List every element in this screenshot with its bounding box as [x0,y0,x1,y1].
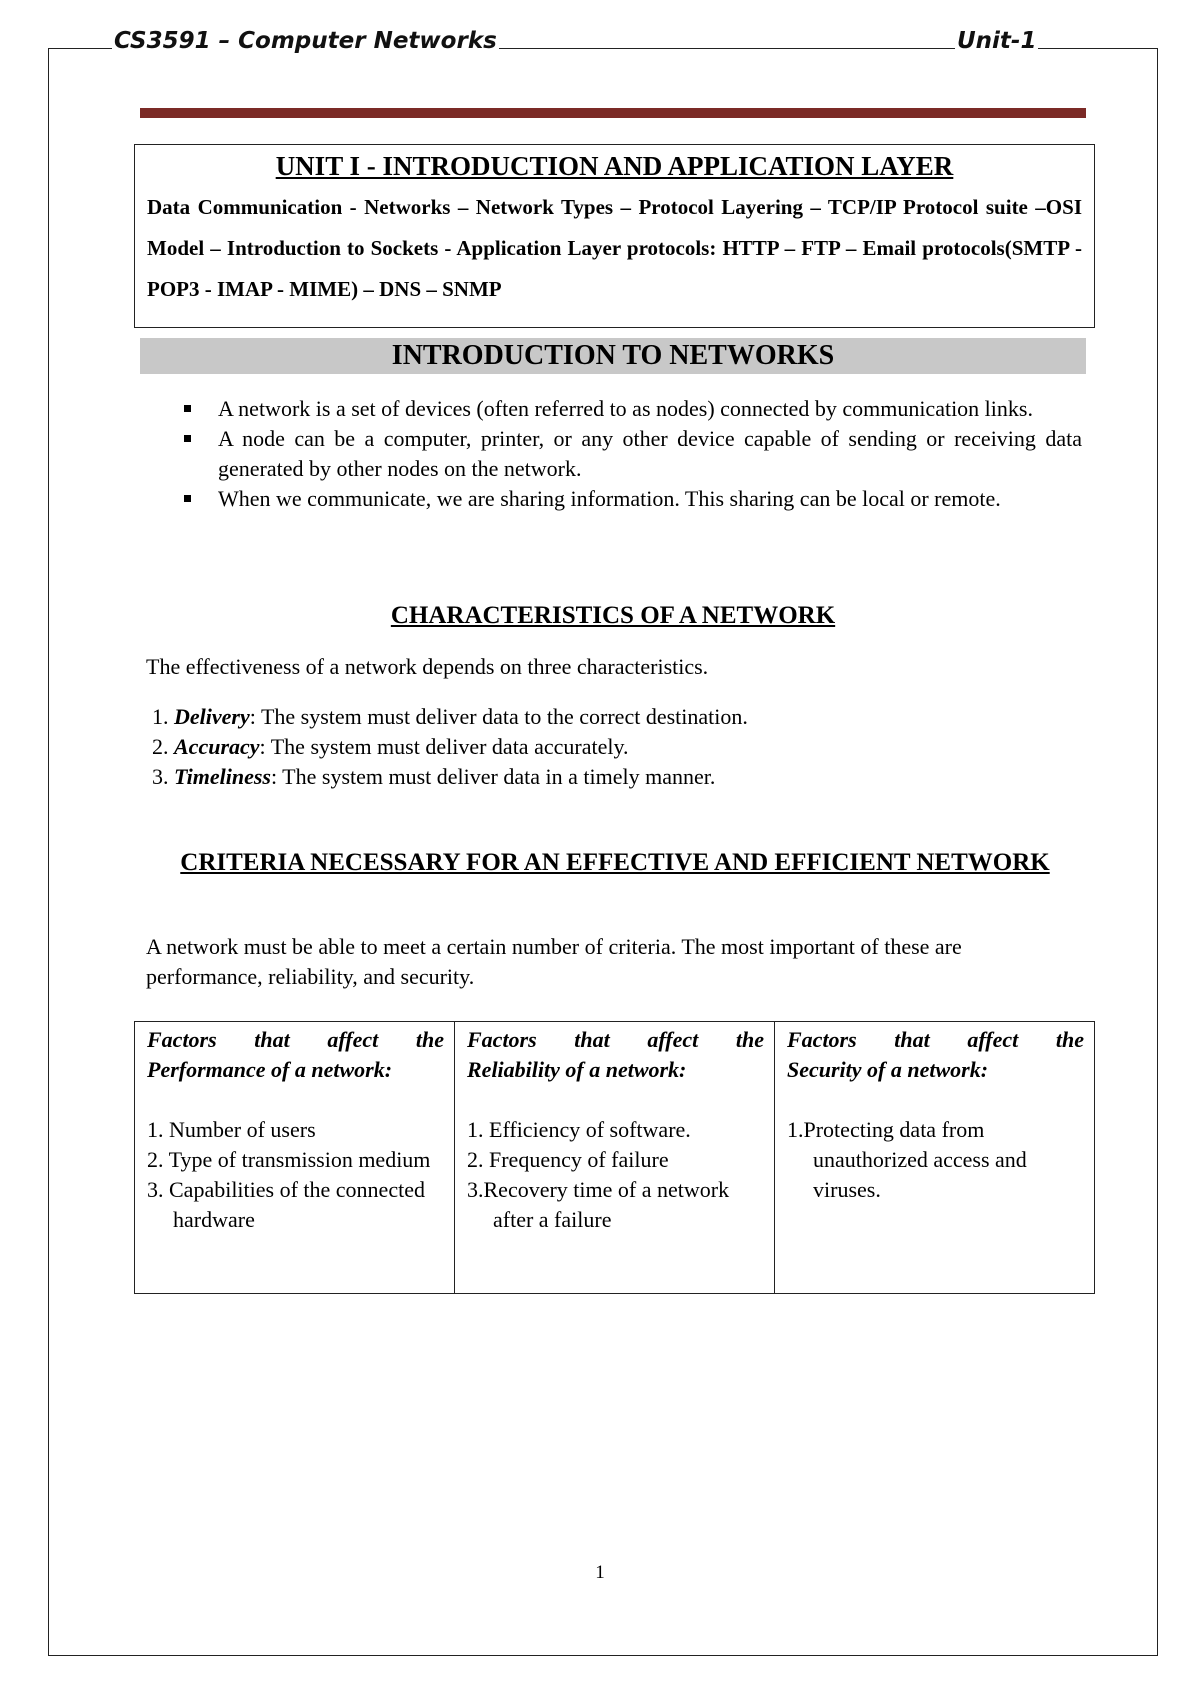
table-cell-reliability [455,1022,775,1294]
list-item: 3. Capabilities of the connected hardware [147,1177,425,1232]
bullet-square-icon [184,495,191,502]
intro-heading: INTRODUCTION TO NETWORKS [140,338,1086,374]
table-cell-performance [135,1022,455,1294]
item-number: 3. [152,764,169,789]
item-term: Accuracy [174,734,260,759]
bullet-text: A node can be a computer, printer, or any other device capable of sending or receiving data generated by other nodes on the network. [218,426,1082,481]
factors-table [134,1021,1095,1294]
column-heading [147,1025,444,1085]
header-course: CS3591 – Computer Networks [112,24,499,58]
heading-line: Factors that affect the [147,1027,444,1052]
item-desc: : The system must deliver data accurately. [259,734,629,759]
header-unit: Unit-1 [955,24,1038,58]
list-item [176,394,1082,424]
bullet-text: A network is a set of devices (often referred to as nodes) connected by communication links. [218,396,1033,421]
header-rule [140,108,1086,118]
syllabus-title: UNIT I - INTRODUCTION AND APPLICATION LAYER [275,151,954,181]
list-item: 2. Type of transmission medium [147,1147,431,1172]
factor-list [787,1115,1084,1205]
heading-line: Factors that affect the [787,1027,1084,1052]
bullet-square-icon [184,405,191,412]
list-item [152,732,748,762]
list-item [152,762,748,792]
factor-list [467,1115,764,1235]
characteristics-heading: CHARACTERISTICS OF A NETWORK [390,602,836,629]
item-desc: : The system must deliver data to the correct destination. [249,704,748,729]
heading-line: Security of a network: [787,1057,989,1082]
criteria-intro: A network must be able to meet a certain number of criteria. The most important of these are performance, reliability, and security. [146,934,962,989]
list-item [152,702,748,732]
column-heading [787,1025,1084,1085]
list-item: 1. Number of users [147,1117,316,1142]
bullet-square-icon [184,435,191,442]
list-item [176,484,1082,514]
heading-line: Performance of a network: [147,1057,393,1082]
characteristics-list [152,702,748,792]
item-term: Delivery [174,704,250,729]
list-item: 2. Frequency of failure [467,1147,669,1172]
bullet-text: When we communicate, we are sharing information. This sharing can be local or remote. [218,486,1001,511]
list-item [176,424,1082,484]
item-term: Timeliness [174,764,271,789]
item-desc: : The system must deliver data in a timely manner. [270,764,716,789]
characteristics-intro: The effectiveness of a network depends on three characteristics. [146,654,709,679]
factor-list [147,1115,444,1235]
table-row [135,1022,1095,1294]
heading-line: Reliability of a network: [467,1057,687,1082]
criteria-heading: CRITERIA NECESSARY FOR AN EFFECTIVE AND EFFICIENT NETWORK [180,849,1050,876]
list-item: 1.Protecting data from unauthorized access and viruses. [787,1117,1027,1202]
table-cell-security [775,1022,1095,1294]
list-item: 3.Recovery time of a network after a failure [467,1177,730,1232]
column-heading [467,1025,764,1085]
page-number: 1 [595,1562,605,1583]
syllabus-box [134,144,1095,328]
intro-bullet-list [176,394,1082,514]
syllabus-text: Data Communication - Networks – Network Types – Protocol Layering – TCP/IP Protocol suite –OSI Model – Introduction to Sockets - Application Layer protocols: HTTP – FTP – Email protocols(SMTP - POP3 - IMAP - MIME) – DNS – SNMP [147,195,1082,301]
heading-line: Factors that affect the [467,1027,764,1052]
item-number: 1. [152,704,169,729]
list-item: 1. Efficiency of software. [467,1117,691,1142]
item-number: 2. [152,734,169,759]
